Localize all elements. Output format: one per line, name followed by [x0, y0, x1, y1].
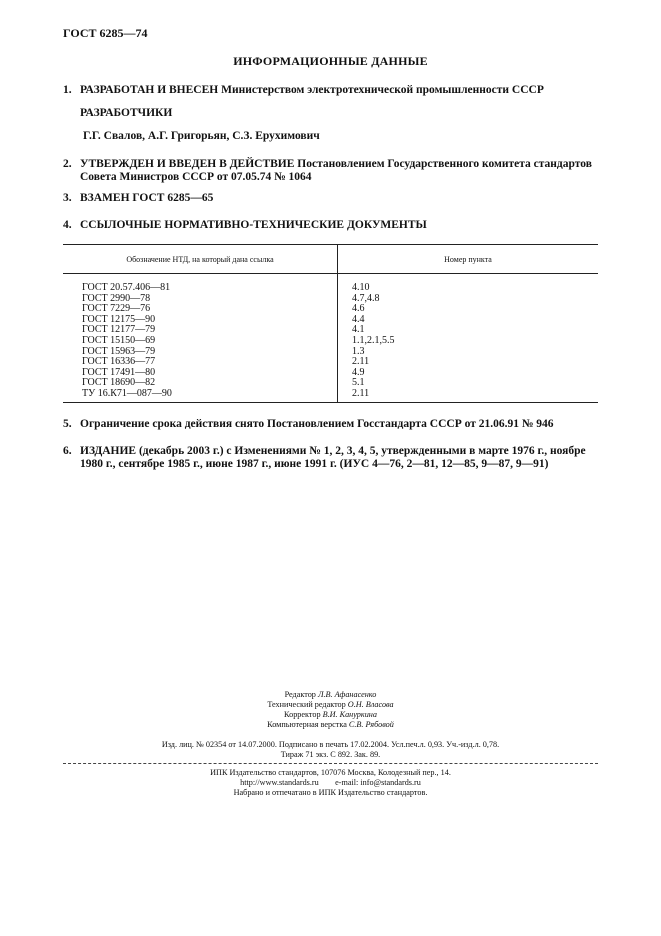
- ntd-cell: ГОСТ 18690—82: [63, 378, 338, 389]
- clause-cell: 4.10: [352, 282, 370, 293]
- clause-cell: 4.4: [352, 313, 365, 325]
- reference-documents-table: [63, 244, 598, 403]
- item-1-text: Министерством электротехнической промышленности СССР: [221, 84, 544, 96]
- item-2: [63, 158, 608, 184]
- ntd-cell: ГОСТ 12175—90: [63, 315, 338, 326]
- clause-cell: 4.6: [352, 303, 365, 315]
- item-6-bold: ИЗДАНИЕ: [80, 445, 137, 457]
- standard-code: ГОСТ 6285—74: [63, 26, 148, 40]
- ntd-cell: ГОСТ 15963—79: [63, 347, 338, 358]
- layout-label: Компьютерная верстка: [267, 720, 347, 729]
- ntd-cell: ТУ 16.К71—087—90: [63, 389, 338, 402]
- page-title: ИНФОРМАЦИОННЫЕ ДАННЫЕ: [233, 54, 428, 68]
- item-number: 1.: [63, 84, 72, 96]
- imprint-line: Тираж 71 экз. С 892. Зак. 89.: [280, 750, 381, 759]
- item-number: 6.: [63, 445, 72, 457]
- publisher-block: [0, 768, 661, 798]
- clause-cell: 2.11: [338, 389, 599, 402]
- website-link[interactable]: http://www.standards.ru: [240, 778, 319, 787]
- credits-block: [0, 690, 661, 730]
- corrector-label: Корректор: [284, 710, 321, 719]
- ntd-cell: ГОСТ 17491—80: [63, 368, 338, 379]
- item-4: [63, 219, 608, 232]
- tech-editor-name: О.Н. Власова: [347, 700, 394, 709]
- publisher-address: ИПК Издательство стандартов, 107076 Москва, Колодезный пер., 14.: [210, 768, 451, 777]
- tech-editor-label: Технический редактор: [267, 700, 346, 709]
- ntd-cell: ГОСТ 7229—76: [63, 304, 338, 315]
- item-number: 2.: [63, 158, 72, 170]
- column-header-clause: Номер пункта: [338, 245, 599, 274]
- column-header-ntd: Обозначение НТД, на который дана ссылка: [63, 245, 338, 274]
- developers-label: РАЗРАБОТЧИКИ: [80, 107, 173, 119]
- item-3-text: ВЗАМЕН ГОСТ 6285—65: [80, 192, 214, 204]
- clause-cell: 4.9: [352, 366, 365, 378]
- corrector-name: В.И. Кануркина: [322, 710, 377, 719]
- ntd-cell: ГОСТ 12177—79: [63, 325, 338, 336]
- clause-cell: 2.11: [352, 356, 370, 368]
- item-5: [63, 418, 608, 431]
- item-number: 3.: [63, 192, 72, 204]
- item-number: 4.: [63, 219, 72, 231]
- item-3: [63, 192, 608, 205]
- item-6-text: (декабрь 2003 г.) с Изменениями № 1, 2, 3, 4, 5, утвержденными в марте 1976 г., ноябре: [138, 445, 586, 457]
- imprint-line: Изд. лиц. № 02354 от 14.07.2000. Подписано в печать 17.02.2004. Усл.печ.л. 0,93. Уч.-изд.л. 0,78.: [161, 740, 500, 749]
- item-4-text: ССЫЛОЧНЫЕ НОРМАТИВНО-ТЕХНИЧЕСКИЕ ДОКУМЕНТЫ: [80, 219, 427, 231]
- item-1: [63, 84, 608, 97]
- ntd-cell: ГОСТ 2990—78: [63, 294, 338, 305]
- ntd-cell: ГОСТ 20.57.406—81: [63, 274, 338, 294]
- table-row: [63, 336, 598, 347]
- item-2-bold: УТВЕРЖДЕН И ВВЕДЕН В ДЕЙСТВИЕ: [80, 158, 295, 170]
- divider: [63, 763, 598, 764]
- item-6-text-cont: 1980 г., сентябре 1985 г., июне 1987 г., июне 1991 г. (ИУС 4—76, 2—81, 12—85, 9—87, 9—91): [80, 458, 549, 470]
- table-row: [63, 389, 598, 402]
- ntd-cell: ГОСТ 16336—77: [63, 357, 338, 368]
- item-2-text: Постановлением Государственного комитета стандартов: [297, 158, 592, 170]
- layout-name: С.В. Рябовой: [348, 720, 394, 729]
- clause-cell: 1.1,2.1,5.5: [352, 334, 395, 346]
- item-6: [63, 445, 608, 471]
- editor-name: Л.В. Афанасенко: [317, 690, 377, 699]
- item-5-text: Ограничение срока действия снято Постановлением Госстандарта СССР от 21.06.91 № 946: [80, 418, 554, 430]
- editor-label: Редактор: [284, 690, 316, 699]
- clause-cell: 1.3: [352, 345, 365, 357]
- table-row: [63, 274, 598, 294]
- publisher-print-note: Набрано и отпечатано в ИПК Издательство стандартов.: [233, 788, 428, 797]
- ntd-cell: ГОСТ 15150—69: [63, 336, 338, 347]
- item-number: 5.: [63, 418, 72, 430]
- imprint-block: [0, 740, 661, 760]
- developers-names: Г.Г. Свалов, А.Г. Григорьян, С.З. Ерухимович: [83, 130, 320, 142]
- item-1-bold: РАЗРАБОТАН И ВНЕСЕН: [80, 84, 219, 96]
- item-2-text-cont: Совета Министров СССР от 07.05.74 № 1064: [80, 171, 312, 183]
- clause-cell: 5.1: [352, 377, 365, 389]
- email-link[interactable]: e-mail: info@standards.ru: [335, 778, 421, 787]
- clause-cell: 4.1: [352, 324, 365, 336]
- clause-cell: 4.7,4.8: [352, 292, 380, 304]
